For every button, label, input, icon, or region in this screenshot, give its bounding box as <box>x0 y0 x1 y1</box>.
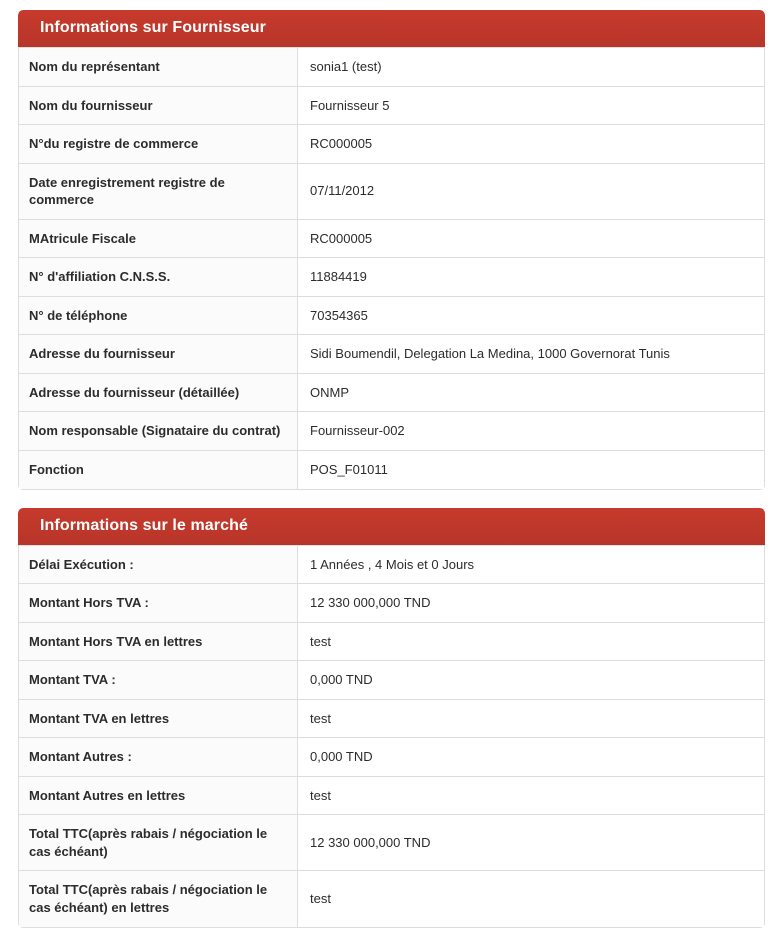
panel-supplier-information <box>18 10 765 490</box>
row-label: Montant Autres en lettres <box>19 776 298 815</box>
table-row <box>19 622 765 661</box>
table-row <box>19 699 765 738</box>
row-label: MAtricule Fiscale <box>19 219 298 258</box>
row-value: Sidi Boumendil, Delegation La Medina, 1000 Governorat Tunis <box>298 335 765 374</box>
row-label: Adresse du fournisseur (détaillée) <box>19 373 298 412</box>
market-information-table <box>18 545 765 928</box>
row-label: Total TTC(après rabais / négociation le cas échéant) <box>19 815 298 871</box>
table-row <box>19 738 765 777</box>
row-label: N° d'affiliation C.N.S.S. <box>19 258 298 297</box>
row-value: 0,000 TND <box>298 661 765 700</box>
row-value: test <box>298 871 765 927</box>
row-value: 1 Années , 4 Mois et 0 Jours <box>298 545 765 584</box>
row-value: 70354365 <box>298 296 765 335</box>
row-label: Total TTC(après rabais / négociation le cas échéant) en lettres <box>19 871 298 927</box>
panel-market-information-title: Informations sur le marché <box>18 508 765 545</box>
row-value: 0,000 TND <box>298 738 765 777</box>
row-label: Montant Autres : <box>19 738 298 777</box>
table-row <box>19 412 765 451</box>
table-row <box>19 296 765 335</box>
row-label: Montant Hors TVA : <box>19 584 298 623</box>
row-label: Nom du fournisseur <box>19 86 298 125</box>
row-label: Nom responsable (Signataire du contrat) <box>19 412 298 451</box>
row-label: Fonction <box>19 451 298 490</box>
table-row <box>19 373 765 412</box>
table-row <box>19 258 765 297</box>
table-row <box>19 48 765 87</box>
row-value: Fournisseur 5 <box>298 86 765 125</box>
row-label: Délai Exécution : <box>19 545 298 584</box>
panel-supplier-information-title: Informations sur Fournisseur <box>18 10 765 47</box>
row-value: test <box>298 699 765 738</box>
supplier-information-table <box>18 47 765 490</box>
table-row <box>19 871 765 927</box>
row-value: Fournisseur-002 <box>298 412 765 451</box>
table-row <box>19 451 765 490</box>
row-value: POS_F01011 <box>298 451 765 490</box>
table-row <box>19 125 765 164</box>
row-label: Adresse du fournisseur <box>19 335 298 374</box>
row-label: N°du registre de commerce <box>19 125 298 164</box>
table-row <box>19 163 765 219</box>
table-row <box>19 661 765 700</box>
row-label: Montant TVA : <box>19 661 298 700</box>
row-label: Montant TVA en lettres <box>19 699 298 738</box>
table-row <box>19 584 765 623</box>
row-value: test <box>298 776 765 815</box>
row-value: ONMP <box>298 373 765 412</box>
row-label: N° de téléphone <box>19 296 298 335</box>
row-value: test <box>298 622 765 661</box>
table-row <box>19 335 765 374</box>
table-row <box>19 545 765 584</box>
table-row <box>19 86 765 125</box>
row-value: 07/11/2012 <box>298 163 765 219</box>
row-label: Date enregistrement registre de commerce <box>19 163 298 219</box>
table-row <box>19 219 765 258</box>
row-label: Nom du représentant <box>19 48 298 87</box>
table-row <box>19 776 765 815</box>
row-value: 12 330 000,000 TND <box>298 815 765 871</box>
row-label: Montant Hors TVA en lettres <box>19 622 298 661</box>
row-value: sonia1 (test) <box>298 48 765 87</box>
row-value: 11884419 <box>298 258 765 297</box>
table-row <box>19 815 765 871</box>
row-value: RC000005 <box>298 125 765 164</box>
row-value: 12 330 000,000 TND <box>298 584 765 623</box>
row-value: RC000005 <box>298 219 765 258</box>
